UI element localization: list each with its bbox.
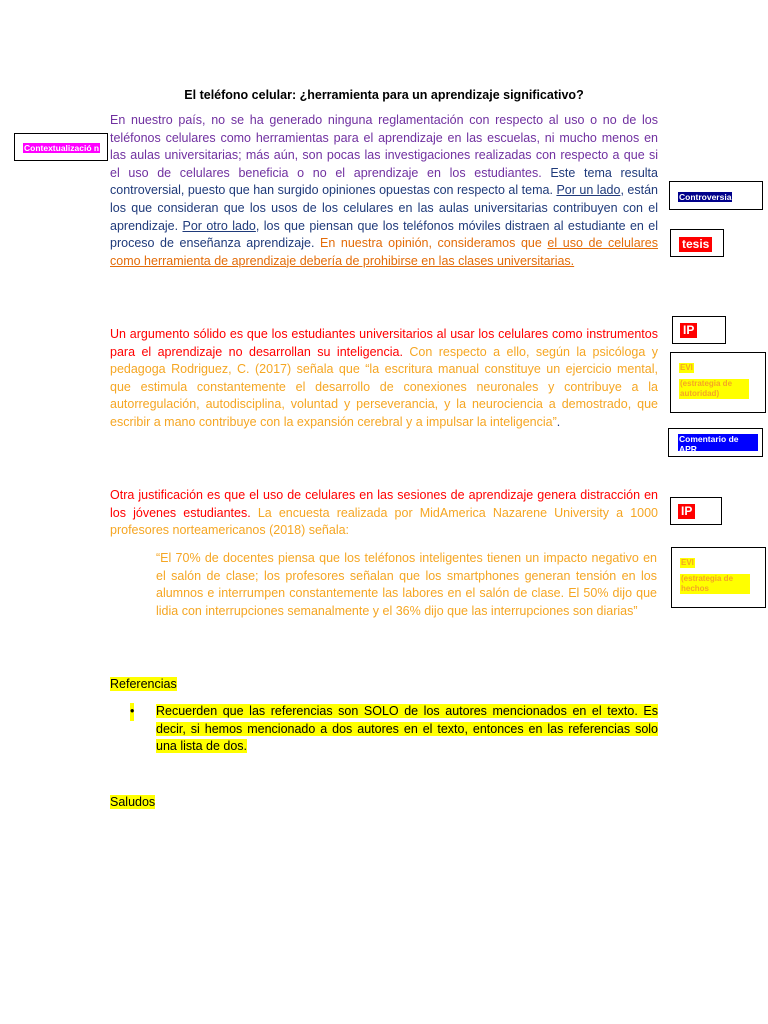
paragraph-argument-2 [110,487,658,540]
main-idea-2: Otra justificación es que el uso de celulares en las sesiones de aprendizaje genera distracción en los jóvenes estudiantes. [110,488,658,520]
context-text: En nuestro país, no se ha generado ninguna reglamentación con respecto al uso o no de los teléfonos celulares como herramientas para el aprendizaje en las escuelas, ni mucho menos en las aulas universitarias; más aún, son pocas las investigaciones realizadas con respecto a que si el uso de celulares beneficia o no el aprendizaje en los estudiantes. [110,113,658,180]
block-quote: “El 70% de docentes piensa que los teléfonos inteligentes tienen un impacto negativo en el salón de clase; los profesores señalan que los smartphones generan tensión en los alumnos e interrumpen constantemente las labores en el salón de clase. El 50% dijo que lidia con interrupciones semanalmente y el 36% dijo que las interrupciones son diarias” [156,551,657,618]
annotation-contextualizacion [14,133,108,161]
main-idea-1: Un argumento sólido es que los estudiantes universitarios al usar los celulares como instrumentos para el aprendizaje no desarrollan su inteligencia. [110,327,658,359]
annotation-label: EVI [680,363,693,372]
evidence-2-intro: La encuesta realizada por MidAmerica Nazarene University a 1000 profesores norteamericanos (2018) señala: [110,505,659,538]
bullet-icon: • [130,703,134,721]
controversy-side-b-link: Por otro lado [182,218,256,233]
closing-text: Saludos [110,795,156,809]
paragraph-introduction [110,112,658,270]
annotation-tesis [670,229,724,257]
annotation-ip-1 [672,316,726,344]
annotation-label: Controversia [679,192,732,202]
references-heading: Referencias [110,677,177,691]
evidence-1-period: . [556,414,561,429]
thesis-statement: el uso de celulares como herramienta de aprendizaje debería de prohibirse en las clases universitarias. [110,236,659,268]
annotation-comentario [668,428,763,457]
annotation-controversia [669,181,763,210]
annotation-sublabel: (estrategia de hechos [680,574,750,594]
annotation-label: Contextualizació n [24,143,100,153]
annotation-label: Comentario de APR [678,434,758,451]
thesis-intro-text: En nuestra opinión, consideramos que [314,236,548,251]
annotation-evidence-1 [670,352,766,413]
annotation-ip-2 [670,497,722,525]
annotation-label: IP [680,323,697,338]
controversy-side-a-link: Por un lado [556,183,621,198]
annotation-label: tesis [679,237,712,252]
annotation-evidence-2 [671,547,766,608]
evidence-1: Con respecto a ello, según la psicóloga y pedagoga Rodriguez, C. (2017) señala que “la escritura manual constituye un ejercicio mental, que estimula constantemente el desarrollo de conexiones neuronales y contribuye a la autorregulación, autodisciplina, voluntad y perseverancia, y la neurociencia a demostrado, que escribir a mano contribuye con la expansión cerebral y a impulsar la inteligencia” [110,344,658,429]
annotation-label: IP [678,504,695,519]
annotation-sublabel: (estrategia de autoridad) [679,379,749,399]
annotation-label: EVI [681,558,694,567]
controversy-side-a-text: , están los que consideran que los usos de los celulares en las aulas universitarias contribuyen con el aprendizaje. [110,183,658,233]
controversy-text: Este tema resulta controversial, puesto que han surgido opiniones opuestas con respecto al tema. [110,165,658,198]
paragraph-argument-1 [110,326,658,432]
references-bullet-text: Recuerden que las referencias son SOLO de los autores mencionados en el texto. Es decir, si hemos mencionado a dos autores en el texto, entonces en las referencias solo una lista de dos. [156,704,658,754]
document-title: El teléfono celular: ¿herramienta para un aprendizaje significativo? [184,88,584,102]
controversy-side-b-text: , los que piensan que los teléfonos móviles distraen al estudiante en el proceso de enseñanza aprendizaje. [110,218,658,251]
